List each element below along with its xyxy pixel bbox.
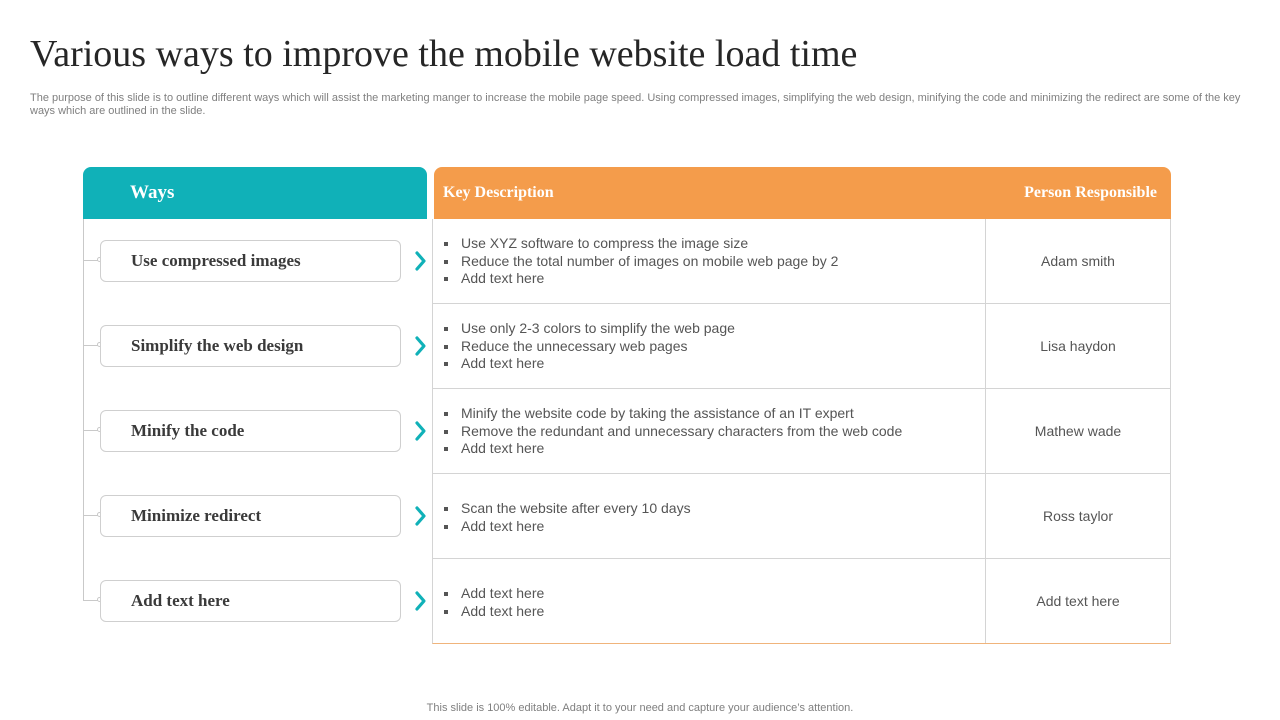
description-bullet: Add text here — [461, 355, 981, 373]
way-item: Add text here — [100, 580, 401, 622]
description-bullets — [461, 500, 981, 535]
person-responsible: Adam smith — [1041, 253, 1115, 269]
way-item: Minify the code — [100, 410, 401, 452]
ways-connector-line — [83, 219, 84, 600]
person-responsible: Ross taylor — [1042, 508, 1114, 524]
person-responsible: Add text here — [1036, 593, 1120, 609]
description-bullet: Add text here — [461, 585, 981, 603]
row-divider — [433, 558, 1170, 559]
key-description-header: Key Description — [443, 184, 554, 201]
chevron-right-icon — [413, 504, 429, 528]
description-bullets — [461, 320, 981, 373]
slide-subtitle: The purpose of this slide is to outline different ways which will assist the marketing manger to increase the mobile page speed. Using compressed images, simplifying the web design, minifying the code and minimizing the redirect are some of the key ways which are outlined in the slide. — [30, 92, 1241, 117]
way-item: Simplify the web design — [100, 325, 401, 367]
person-responsible-header: Person Responsible — [1024, 184, 1157, 201]
person-responsible: Lisa haydon — [1040, 338, 1116, 354]
description-bullet: Remove the redundant and unnecessary characters from the web code — [461, 423, 981, 441]
footer-note: This slide is 100% editable. Adapt it to your need and capture your audience’s attention. — [426, 702, 854, 714]
description-bullet: Reduce the total number of images on mobile web page by 2 — [461, 253, 981, 271]
description-bullet: Scan the website after every 10 days — [461, 500, 981, 518]
description-bullet: Minify the website code by taking the assistance of an IT expert — [461, 405, 981, 423]
row-divider — [433, 473, 1170, 474]
slide-title: Various ways to improve the mobile website load time — [30, 33, 858, 75]
description-bullet: Use only 2-3 colors to simplify the web page — [461, 320, 981, 338]
description-bullet: Add text here — [461, 518, 981, 536]
description-column-header-bar — [434, 167, 1171, 219]
description-bullets — [461, 405, 981, 458]
description-bullets — [461, 585, 981, 620]
description-bullet: Add text here — [461, 603, 981, 621]
way-item: Use compressed images — [100, 240, 401, 282]
chevron-right-icon — [413, 589, 429, 613]
ways-column-header: Ways — [83, 167, 427, 219]
way-item: Minimize redirect — [100, 495, 401, 537]
description-bullet: Use XYZ software to compress the image size — [461, 235, 981, 253]
description-bullet: Add text here — [461, 270, 981, 288]
person-responsible: Mathew wade — [1034, 423, 1122, 439]
chevron-right-icon — [413, 419, 429, 443]
row-divider — [433, 303, 1170, 304]
chevron-right-icon — [413, 249, 429, 273]
description-bullets — [461, 235, 981, 288]
description-table — [432, 219, 1171, 644]
chevron-right-icon — [413, 334, 429, 358]
row-divider — [433, 388, 1170, 389]
description-bullet: Reduce the unnecessary web pages — [461, 338, 981, 356]
description-bullet: Add text here — [461, 440, 981, 458]
